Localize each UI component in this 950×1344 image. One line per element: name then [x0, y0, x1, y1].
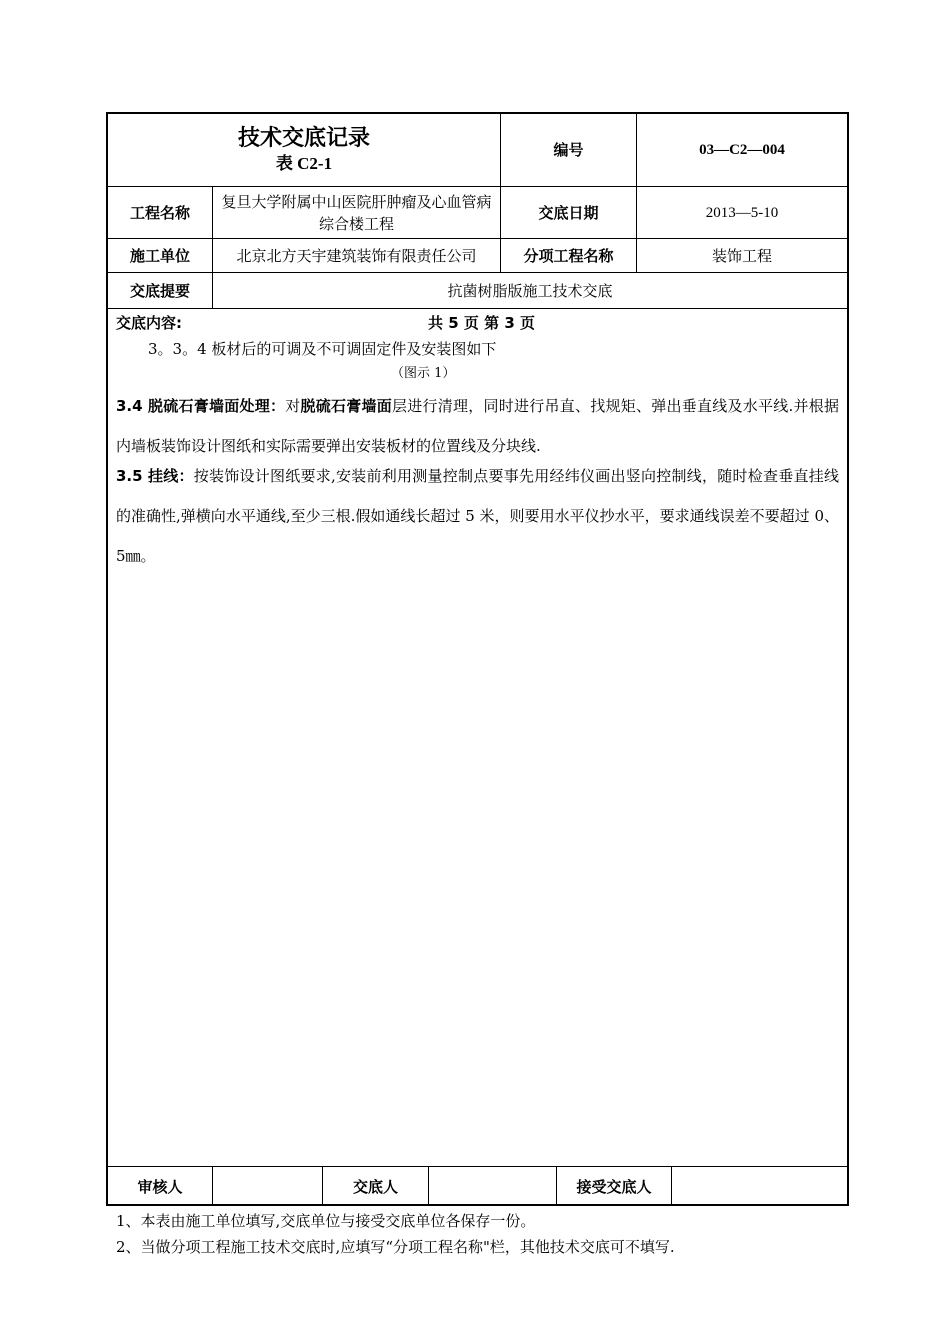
discloser-field[interactable] [429, 1167, 556, 1206]
discloser-label: 交底人 [352, 1177, 398, 1196]
form-title-cell [108, 114, 500, 186]
project-value: 复旦大学附属中山医院肝肿瘤及心血管病综合楼工程 [221, 192, 492, 233]
unit-value: 北京北方天宇建筑装饰有限责任公司 [236, 246, 477, 265]
subproject-value: 装饰工程 [711, 246, 772, 265]
paragraph-3-4-text-b: 层进行清理，同时进行吊直、找规矩、弹出垂直线及水平线.并根据内墙板装饰设计图纸和实际需要弹出安装板材的位置线及分块线. [116, 397, 839, 455]
rule [108, 308, 847, 309]
date-value: 2013—5-10 [705, 204, 779, 221]
paragraph-3-5-text: 按装饰设计图纸要求,安装前利用测量控制点要事先用经纬仪画出竖向控制线，随时检查垂直挂线的准确性,弹横向水平通线,至少三根.假如通线长超过 5 米，则要用水平仪抄水平，要求通线误差不要超过 0、5㎜。 [116, 467, 839, 565]
form-title: 技术交底记录 [237, 126, 370, 151]
content-line-1: 3。3。4 板材后的可调及不可调固定件及安装图如下 [148, 340, 497, 358]
figure-caption: （图示 1） [391, 366, 456, 381]
paragraph-3-4 [116, 386, 839, 466]
paragraph-3-5-heading: 3.5 挂线： [116, 467, 194, 485]
paragraph-3-4-emphasis: 脱硫石膏墙面 [300, 397, 393, 415]
receiver-label: 接受交底人 [576, 1177, 652, 1196]
paragraph-3-5 [116, 456, 839, 576]
page-count: 共 5 页 第 3 页 [428, 314, 535, 332]
subproject-label: 分项工程名称 [523, 246, 614, 265]
summary-label: 交底提要 [129, 281, 190, 300]
paragraph-3-4-heading: 3.4 脱硫石膏墙面处理： [116, 397, 286, 415]
unit-label: 施工单位 [129, 246, 190, 265]
receiver-field[interactable] [672, 1167, 847, 1206]
disclosure-form [106, 112, 849, 1206]
project-label: 工程名称 [129, 203, 190, 222]
paragraph-3-4-text-a: 对 [285, 397, 301, 415]
footnote-1: 1、本表由施工单位填写,交底单位与接受交底单位各保存一份。 [116, 1212, 536, 1230]
reviewer-field[interactable] [213, 1167, 322, 1206]
content-label: 交底内容: [116, 314, 182, 332]
number-value: 03—C2—004 [699, 142, 785, 158]
table-number: 表 C2-1 [275, 154, 333, 173]
number-label: 编号 [553, 141, 584, 159]
reviewer-label: 审核人 [137, 1177, 183, 1196]
date-label: 交底日期 [538, 203, 599, 222]
summary-value: 抗菌树脂版施工技术交底 [447, 281, 613, 300]
footnote-2: 2、当做分项工程施工技术交底时,应填写“分项工程名称"栏，其他技术交底可不填写. [116, 1238, 675, 1256]
